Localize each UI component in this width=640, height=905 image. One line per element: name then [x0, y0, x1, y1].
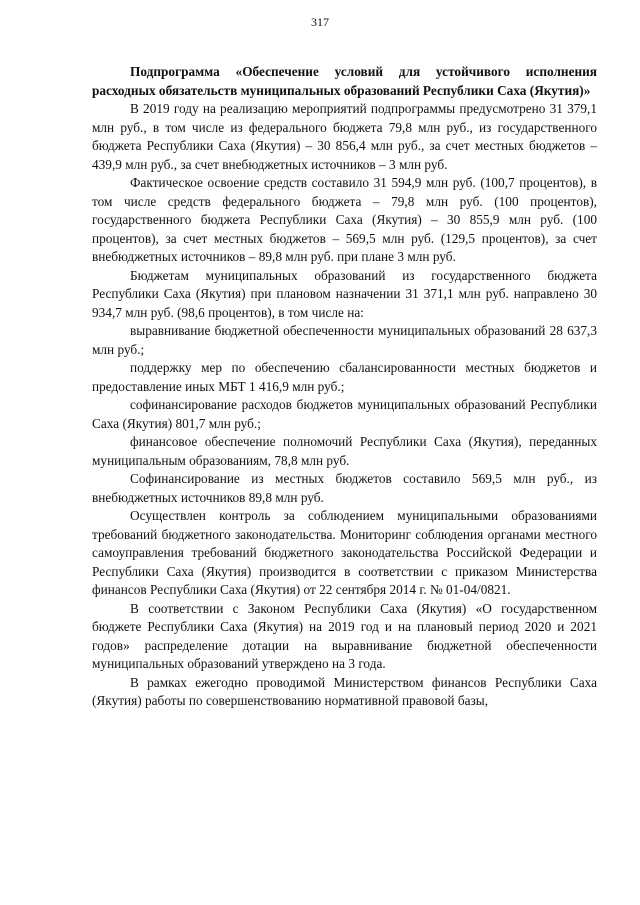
subprogram-heading: Подпрограмма «Обеспечение условий для устойчивого исполнения расходных обязательств муниципальных образований Республики Саха (Якутия)» — [92, 64, 597, 98]
document-body — [92, 63, 597, 711]
list-item-balancing: поддержку мер по обеспечению сбалансированности местных бюджетов и предоставление иных МБТ 1 416,9 млн руб.; — [92, 360, 597, 394]
list-item-equalization: выравнивание бюджетной обеспеченности муниципальных образований 28 637,3 млн руб.; — [92, 323, 597, 357]
paragraph-transfers: Бюджетам муниципальных образований из государственного бюджета Республики Саха (Якутия) при плановом назначении 31 371,1 млн руб. направлено 30 934,7 млн руб. (98,6 процентов), в том числе на: — [92, 267, 597, 320]
paragraph-law: В соответствии с Законом Республики Саха (Якутия) «О государственном бюджете Республики Саха (Якутия) на 2019 год и на плановый период 2020 и 2021 годов» распределение дотации на выравнивание бюджетной обеспеченности муниципальных образований утверждено на 3 года. — [92, 600, 597, 671]
paragraph-funding-plan: В 2019 году на реализацию мероприятий подпрограммы предусмотрено 31 379,1 млн руб., в том числе из федерального бюджета 79,8 млн руб., из государственного бюджета Республики Саха (Якутия) – 30 856,4 млн руб., за счет местных бюджетов – 439,9 млн руб., за счет внебюджетных источников – 3 млн руб. — [92, 101, 597, 172]
list-item-delegated-powers: финансовое обеспечение полномочий Республики Саха (Якутия), переданных муниципальным образованиям, 78,8 млн руб. — [92, 434, 597, 468]
paragraph-regulatory-work: В рамках ежегодно проводимой Министерством финансов Республики Саха (Якутия) работы по совершенствованию нормативной правовой базы, — [92, 674, 597, 708]
paragraph-actual-spending: Фактическое освоение средств составило 31 594,9 млн руб. (100,7 процентов), в том числе средств федерального бюджета – 79,8 млн руб. (100 процентов), государственного бюджета Республики Саха (Якутия) – 30 855,9 млн руб. (100 процентов), за счет местных бюджетов – 569,5 млн руб. (129,5 процентов), за счет внебюджетных источников – 89,8 млн руб. при плане 3 млн руб. — [92, 175, 597, 264]
list-item-cofinancing: софинансирование расходов бюджетов муниципальных образований Республики Саха (Якутия) 801,7 млн руб.; — [92, 397, 597, 431]
paragraph-local-cofinancing: Софинансирование из местных бюджетов составило 569,5 млн руб., из внебюджетных источников 89,8 млн руб. — [92, 471, 597, 505]
paragraph-control: Осуществлен контроль за соблюдением муниципальными образованиями требований бюджетного законодательства. Мониторинг соблюдения органами местного самоуправления требований бюджетного законодательства Российской Федерации и Республики Саха (Якутия) производится в соответствии с приказом Министерства финансов Республики Саха (Якутия) от 22 сентября 2014 г. № 01-04/0821. — [92, 508, 597, 597]
page-number: 317 — [311, 15, 329, 29]
